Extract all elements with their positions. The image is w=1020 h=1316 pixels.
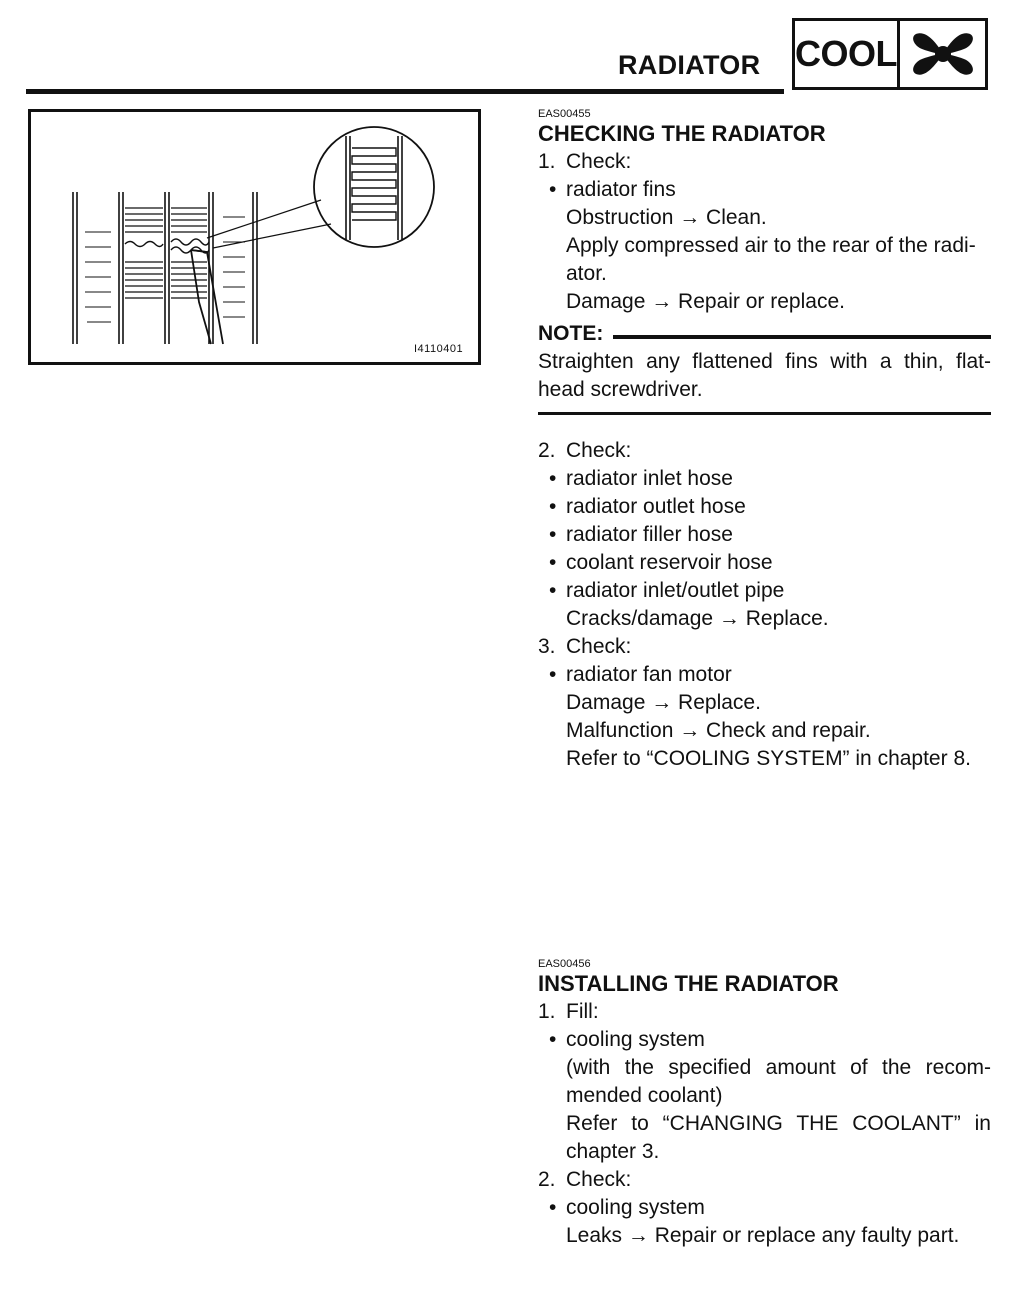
step-2-line: Leaks → Repair or replace any faulty part. [566, 1224, 960, 1247]
header-rule [26, 89, 784, 94]
step-3-line: Refer to “COOLING SYSTEM” in chapter 8. [566, 747, 971, 770]
note-text: Straighten any flattened fins with a thin, flat- [538, 350, 991, 373]
step-1-line: ator. [566, 262, 607, 285]
step-1-line: Refer to “CHANGING THE COOLANT” in [566, 1112, 991, 1135]
list-item: • radiator inlet/outlet pipe [549, 579, 785, 602]
note-rule [613, 335, 991, 339]
step-2-line: Cracks/damage → Replace. [566, 607, 829, 630]
step-2-bullet: • cooling system [549, 1196, 705, 1219]
figure-id: I4110401 [414, 343, 464, 355]
step-2: 2. Check: [538, 439, 632, 462]
checking-section [538, 108, 991, 773]
list-item: • coolant reservoir hose [549, 551, 773, 574]
list-item: • radiator filler hose [549, 523, 733, 546]
step-1-line: Damage → Repair or replace. [566, 290, 845, 313]
list-item: • radiator inlet hose [549, 467, 733, 490]
step-1-line: mended coolant) [566, 1084, 723, 1107]
step-1: 1. Check: [538, 150, 632, 173]
step-1-line: Apply compressed air to the rear of the radi- [566, 234, 976, 257]
note-header [538, 320, 991, 348]
note-label: NOTE: [538, 322, 604, 345]
step-1-line: chapter 3. [566, 1140, 660, 1163]
step-1-line: Obstruction → Clean. [566, 206, 767, 229]
section-code: EAS00456 [538, 958, 591, 970]
section-code: EAS00455 [538, 108, 591, 120]
step-3-line: Damage → Replace. [566, 691, 761, 714]
installing-section [538, 958, 991, 1250]
step-2: 2. Check: [538, 1168, 632, 1191]
section-badge [792, 18, 988, 90]
section-title: CHECKING THE RADIATOR [538, 121, 826, 146]
page-title: RADIATOR [618, 50, 761, 80]
note-text: head screwdriver. [538, 378, 703, 401]
radiator-fins-illustration [31, 112, 478, 362]
step-3-bullet: • radiator fan motor [549, 663, 732, 686]
radiator-fin-figure [28, 109, 481, 365]
step-1: 1. Fill: [538, 1000, 599, 1023]
section-title: INSTALLING THE RADIATOR [538, 971, 839, 996]
fan-icon [900, 21, 985, 87]
step-3: 3. Check: [538, 635, 632, 658]
step-1-line: (with the specified amount of the recom- [566, 1056, 991, 1079]
list-item: • radiator outlet hose [549, 495, 746, 518]
step-1-bullet: • radiator fins [549, 178, 676, 201]
step-1-bullet: • cooling system [549, 1028, 705, 1051]
step-3-line: Malfunction → Check and repair. [566, 719, 871, 742]
section-badge-label: COOL [795, 21, 900, 87]
